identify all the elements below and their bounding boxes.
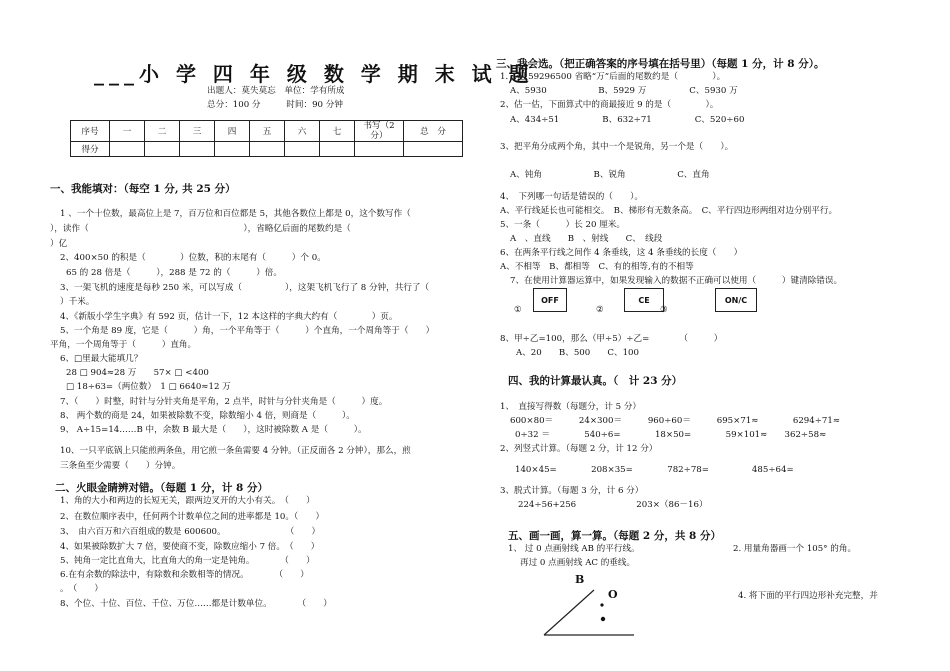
score-col: 书写（2分）: [355, 121, 404, 142]
question-line: 。 （ ）: [60, 584, 103, 594]
question-line: A、不相等 B、都相等 C、有的相等,有的不相等: [500, 262, 694, 272]
question-line: 6.在有余数的除法中，有除数和余数相等的情况。 （ ）: [60, 570, 309, 580]
question-line: 8、甲÷乙=100，那么（甲÷5）÷乙= （ ）: [500, 334, 723, 344]
score-table: [70, 120, 463, 157]
question-line: 4、如果被除数扩大 7 倍，要使商不变，除数应缩小 7 倍。 （ ）: [60, 542, 320, 552]
option-mark: ①: [514, 305, 522, 315]
score-table-row: [71, 142, 463, 157]
question-line: A、20 B、500 C、100: [516, 348, 639, 358]
score-col: 一: [110, 121, 145, 142]
question-line: 9、 A÷15=14……B 中，余数 B 最大是（ ），这时被除数 A 是（ ）。: [60, 425, 367, 435]
question-line: 140×45= 208×35= 782÷78= 485÷64=: [515, 465, 794, 475]
question-line: 5、钝角一定比直角大，比直角大的角一定是钝角。 （ ）: [60, 556, 315, 566]
point-dot: [600, 603, 603, 606]
question-line: 8、 两个数的商是 24，如果被除数不变，除数缩小 4 倍，则商是（ ）。: [60, 411, 355, 421]
section-3-title: 三、我会选。（把正确答案的序号填在括号里）（每题 1 分，计 8 分）。: [496, 58, 825, 70]
question-line: 2、在数位顺序表中，任何两个计数单位之间的进率都是 10。（ ）: [60, 512, 325, 522]
question-line: 1、角的大小和两边的长短无关，跟两边叉开的大小有关。 （ ）: [60, 496, 315, 506]
question-line: 平角，一个周角等于（ ）直角。: [50, 340, 197, 350]
question-line: 3、一架飞机的速度是每秒 250 米，可以写成（ ），这架飞机飞行了 8 分钟，共行了（: [60, 283, 430, 293]
score-col: 总 分: [404, 121, 463, 142]
question-line: 65 的 28 倍是（ ），288 是 72 的（ ）倍。: [66, 268, 282, 278]
score-row-label: 得分: [71, 142, 110, 157]
question-line: 8、个位、十位、百位、千位、万位……都是计数单位。 （ ）: [60, 599, 332, 609]
score-col: 五: [250, 121, 285, 142]
question-line: A 、直线 B 、射线 C、 线段: [510, 234, 663, 244]
question-line: A、平行线延长也可能相交。 B、梯形有无数条高。 C、平行四边形两组对边分别平行。: [500, 206, 838, 216]
question-line: 0÷32 ＝ 540÷6= 18×50= 59×101≈ 362÷58≈: [515, 430, 827, 440]
question-line: ）千米。: [60, 297, 95, 307]
point-o-label: O: [608, 588, 618, 601]
question-line: 4、 下列哪一句话是错误的（ ）。: [500, 192, 643, 202]
question-line: 224÷56+256 203×（86－16）: [518, 500, 708, 510]
question-line: 7、在使用计算器运算中，如果发现输入的数据不正确可以使用（ ）键清除错误。: [510, 276, 843, 286]
question-line: 再过 0 点画射线 AC 的垂线。: [520, 558, 636, 568]
question-line: A、钝角 B、锐角 C、直角: [510, 170, 710, 180]
question-line: 2、400×50 的积是（ ）位数，积的末尾有（ ）个 0。: [60, 253, 326, 263]
question-line: 10、一只平底锅上只能煎两条鱼，用它煎一条鱼需要 4 分钟。（正反面各 2 分钟），那么，煎: [60, 446, 411, 456]
option-mark: ②: [596, 305, 604, 315]
question-line: 3、 由六百万和六百组成的数是 600600。 （ ）: [60, 527, 321, 537]
section-4-title: 四、我的计算最认真。（ 计 23 分）: [508, 375, 683, 387]
section-2-title: 二、火眼金睛辨对错。（每题 1 分，计 8 分）: [55, 482, 268, 494]
question-line: A、434÷51 B、632÷71 C、520÷60: [510, 115, 745, 125]
question-line: 2、估一估，下面算式中的商最接近 9 的是（ ）。: [500, 100, 719, 110]
question-line: A、5930 B、5929 万 C、5930 万: [510, 86, 738, 96]
section-1-title: 一、我能填对：（每空 1 分, 共 25 分）: [50, 183, 236, 195]
question-line: ），读作（ ），省略亿后面的尾数约是（: [50, 224, 351, 234]
question-line: 4. 将下面的平行四边形补充完整，并: [738, 591, 878, 601]
exam-score-time: 总分：100 分 时间：90 分钟: [207, 100, 343, 110]
question-line: 1、 过 0 点画射线 AB 的平行线。: [508, 544, 640, 554]
score-col: 六: [285, 121, 320, 142]
point-b-label: B: [575, 573, 585, 586]
score-col: 序号: [71, 121, 110, 142]
calculator-key-off: OFF: [533, 288, 567, 312]
question-line: 1、 直接写得数（每题分，计 5 分）: [500, 402, 642, 412]
angle-figure: [538, 585, 648, 645]
calculator-key-ce: CE: [624, 288, 664, 312]
option-mark: ③: [660, 305, 668, 315]
question-line: 6、□里最大能填几？: [60, 354, 143, 364]
question-line: 3、把平角分成两个角，其中一个是锐角，另一个是（ ）。: [500, 142, 734, 152]
question-line: 7、（ ）时整，时针与分针夹角是平角，2 点半，时针与分针夹角是（ ）度。: [60, 397, 388, 407]
score-col: 三: [180, 121, 215, 142]
question-line: 5、一条（ ）长 20 厘米。: [500, 220, 625, 230]
point-dot: [601, 617, 605, 621]
question-line: ）亿: [50, 239, 68, 249]
section-5-title: 五、画一画，算一算。（每题 2 分，共 8 分）: [508, 530, 721, 542]
score-col: 七: [320, 121, 355, 142]
question-line: 5、一个角是 89 度，它是（ ）角，一个平角等于（ ）个直角，一个周角等于（ ）: [60, 326, 435, 336]
exam-title: ___小 学 四 年 级 数 学 期 末 试 题: [94, 62, 534, 86]
exam-author: 出题人：莫失莫忘 单位：学有所成: [207, 86, 345, 96]
question-line: □ 18÷63=（两位数） 1 □ 6640≈12 万: [66, 382, 231, 392]
question-line: 4、《新版小学生字典》有 592 页，估计一下，12 本这样的字典大约有（ ）页。: [60, 312, 398, 322]
score-table-header-row: [71, 121, 463, 142]
question-line: 1 、一个十位数，最高位上是 7，百万位和百位都是 5，其他各数位上都是 0，这个数写作（: [60, 209, 411, 219]
question-line: 2、列竖式计算。（每题 2 分，计 12 分）: [500, 444, 658, 454]
question-line: 6、在两条平行线之间作 4 条垂线，这 4 条垂线的长度（ ）: [500, 248, 743, 258]
question-line: 3、脱式计算。（每题 3 分，计 6 分）: [500, 486, 644, 496]
question-line: 三条鱼至少需要（ ）分钟。: [60, 461, 181, 471]
calculator-key-onc: ON/C: [715, 288, 757, 312]
score-col: 二: [145, 121, 180, 142]
question-line: 28 □ 904≈28 万 57× □ <400: [66, 368, 209, 378]
question-line: 600×80＝ 24×300＝ 960÷60＝ 695×71≈ 6294÷71≈: [510, 416, 841, 426]
question-line: 2. 用量角器画一个 105° 的角。: [733, 544, 857, 554]
question-line: 1．.把 59296500 省略“万”后面的尾数约是（ ）。: [500, 72, 726, 82]
ray-ab: [544, 590, 594, 635]
score-col: 四: [215, 121, 250, 142]
